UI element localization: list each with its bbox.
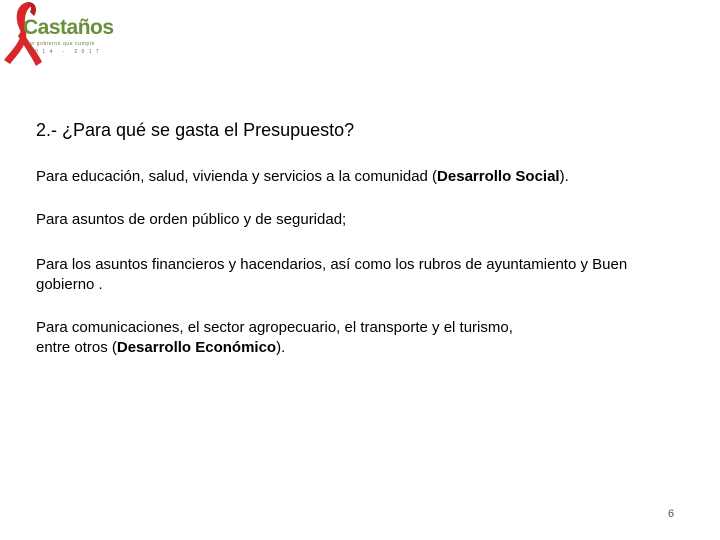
castanos-logo (0, 0, 130, 92)
paragraph-security: Para asuntos de orden público y de seguridad; (36, 211, 347, 228)
paragraph-social-text: Para educación, salud, vivienda y servicios a la comunidad ( (36, 168, 438, 185)
paragraph-economic-bold: Desarrollo Económico (116, 339, 277, 356)
logo-years: 2014 - 2017 (28, 49, 104, 55)
logo-name: Castaños (23, 16, 114, 39)
paragraph-economic (36, 318, 516, 358)
page-number: 6 (668, 508, 675, 520)
slide-heading: 2.- ¿Para qué se gasta el Presupuesto? (36, 120, 355, 140)
paragraph-social-end: ). (559, 168, 569, 185)
logo-subtitle: un gobierno que cumple (28, 41, 95, 47)
paragraph-economic-text: Para comunicaciones, el sector agropecuario, el transporte y el turismo, entre otros ( (36, 319, 513, 356)
paragraph-social-bold: Desarrollo Social (437, 168, 560, 185)
paragraph-economic-end: ). (276, 339, 286, 356)
paragraph-finance: Para los asuntos financieros y hacendarios, así como los rubros de ayuntamiento y Buen gobierno . (36, 256, 628, 293)
paragraph-social (36, 167, 569, 187)
